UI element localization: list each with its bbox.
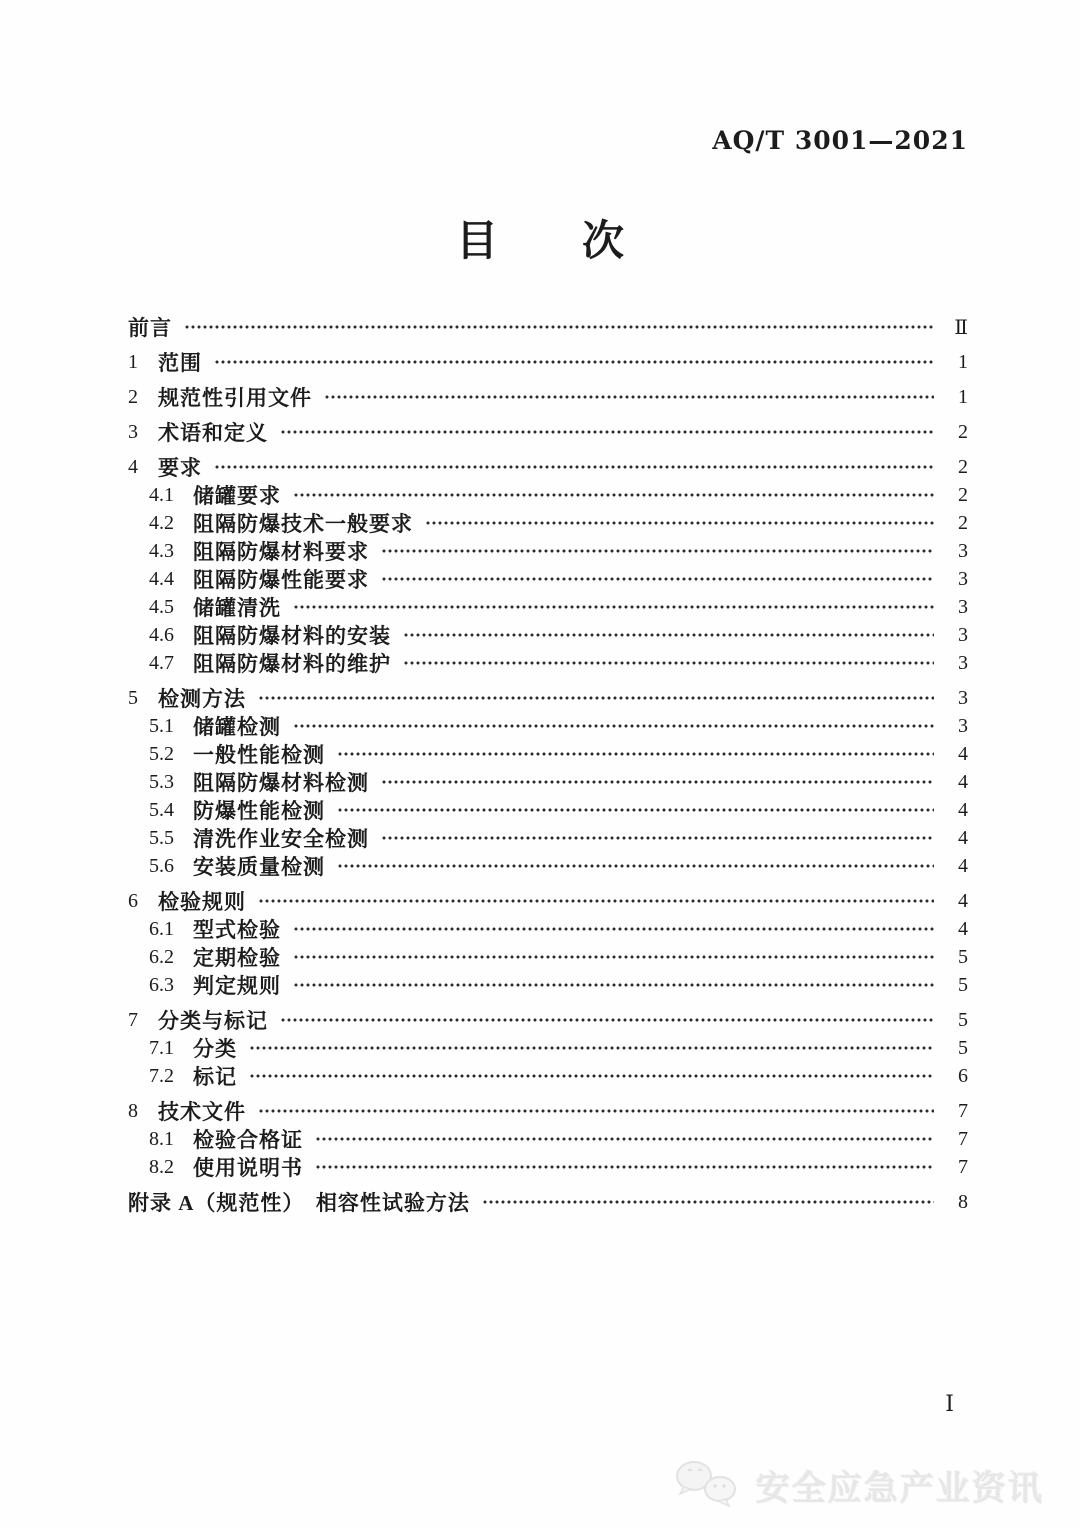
toc-row (128, 740, 968, 768)
toc-entry-page: 7 (958, 1127, 968, 1150)
toc-entry-label: 附录 A（规范性） 相容性试验方法 (128, 1191, 470, 1215)
dot-leader (425, 509, 934, 537)
toc-entry-page: 1 (958, 385, 968, 408)
toc-entry-page: 5 (958, 945, 968, 968)
toc-entry-page: 5 (958, 1036, 968, 1059)
toc-entry-label: 防爆性能检测 (193, 799, 325, 823)
toc-row (128, 348, 968, 376)
toc-row (128, 915, 968, 943)
toc-entry-number: 8.1 (149, 1127, 174, 1150)
toc-row (128, 824, 968, 852)
toc-row (128, 313, 968, 341)
toc-entry-number: 4.1 (149, 483, 174, 506)
toc-entry-page: 4 (958, 889, 968, 912)
dot-leader (249, 1034, 934, 1062)
toc-entry-number: 4.6 (149, 623, 174, 646)
toc-entry-page: 2 (958, 511, 968, 534)
page-title: 目 次 (455, 219, 624, 265)
wechat-logo-icon (670, 1458, 748, 1512)
toc-entry-label: 要求 (158, 456, 202, 480)
toc-entry-page: 8 (958, 1190, 968, 1213)
dot-leader (258, 887, 934, 915)
toc-entry-label: 定期检验 (193, 946, 281, 970)
toc-entry-number: 4.3 (149, 539, 174, 562)
toc-entry-page: 3 (958, 686, 968, 709)
toc-row (128, 481, 968, 509)
toc-entry-label: 判定规则 (193, 974, 281, 998)
toc-entry-number: 6 (128, 889, 138, 912)
toc-entry-label: 前言 (128, 316, 172, 340)
dot-leader (293, 943, 934, 971)
dot-leader (403, 621, 934, 649)
toc-entry-number: 7 (128, 1008, 138, 1031)
toc-row (128, 1125, 968, 1153)
toc-entry-number: 5.2 (149, 742, 174, 765)
toc-entry-page: 4 (958, 770, 968, 793)
dot-leader (337, 852, 934, 880)
toc-entry-page: 3 (958, 567, 968, 590)
toc-row (128, 453, 968, 481)
toc-entry-number: 1 (128, 350, 138, 373)
toc-entry-label: 阻隔防爆性能要求 (193, 568, 369, 592)
toc-entry-label: 一般性能检测 (193, 743, 325, 767)
toc-row (128, 943, 968, 971)
toc-entry-label: 安装质量检测 (193, 855, 325, 879)
toc-entry-page: Ⅱ (954, 316, 968, 339)
toc-entry-label: 检测方法 (158, 687, 246, 711)
toc-row (128, 621, 968, 649)
dot-leader (258, 1097, 934, 1125)
toc-entry-label: 规范性引用文件 (158, 386, 312, 410)
toc-entry-number: 5.3 (149, 770, 174, 793)
toc-entry-page: 6 (958, 1064, 968, 1087)
toc-entry-label: 储罐清洗 (193, 596, 281, 620)
toc-entry-label: 型式检验 (193, 918, 281, 942)
toc-row (128, 593, 968, 621)
toc-entry-label: 阻隔防爆材料的安装 (193, 624, 391, 648)
dot-leader (381, 565, 934, 593)
toc-entry-page: 5 (958, 1008, 968, 1031)
dot-leader (293, 971, 934, 999)
toc-entry-page: 4 (958, 854, 968, 877)
footer-page-number: Ⅰ (945, 1392, 954, 1417)
toc-row (128, 1062, 968, 1090)
toc-entry-label: 检验合格证 (193, 1128, 303, 1152)
toc-entry-label: 检验规则 (158, 890, 246, 914)
toc-row (128, 768, 968, 796)
dot-leader (324, 383, 934, 411)
toc-row (128, 418, 968, 446)
dot-leader (293, 593, 934, 621)
toc-entry-page: 7 (958, 1099, 968, 1122)
toc-row (128, 509, 968, 537)
toc-entry-label: 术语和定义 (158, 421, 268, 445)
toc-row (128, 684, 968, 712)
dot-leader (293, 481, 934, 509)
toc-entry-number: 6.2 (149, 945, 174, 968)
toc-entry-number: 7.2 (149, 1064, 174, 1087)
dot-leader (381, 537, 934, 565)
dot-leader (337, 740, 934, 768)
toc-row (128, 565, 968, 593)
dot-leader (280, 418, 934, 446)
toc-row (128, 537, 968, 565)
toc-entry-page: 3 (958, 595, 968, 618)
dot-leader (381, 768, 934, 796)
toc-row (128, 887, 968, 915)
toc-entry-page: 3 (958, 623, 968, 646)
toc-entry-page: 3 (958, 714, 968, 737)
toc-entry-number: 3 (128, 420, 138, 443)
toc-row (128, 852, 968, 880)
toc-row (128, 1188, 968, 1216)
toc-row (128, 1153, 968, 1181)
toc-entry-number: 5.6 (149, 854, 174, 877)
toc-entry-number: 8.2 (149, 1155, 174, 1178)
toc-entry-label: 清洗作业安全检测 (193, 827, 369, 851)
toc-entry-label: 分类 (193, 1037, 237, 1061)
toc-entry-page: 2 (958, 420, 968, 443)
toc-row (128, 796, 968, 824)
toc-entry-number: 4.4 (149, 567, 174, 590)
toc-row (128, 1006, 968, 1034)
toc-entry-number: 8 (128, 1099, 138, 1122)
toc-entry-number: 6.1 (149, 917, 174, 940)
toc-entry-page: 4 (958, 798, 968, 821)
toc-entry-page: 4 (958, 826, 968, 849)
dot-leader (381, 824, 934, 852)
toc-row (128, 1097, 968, 1125)
toc-entry-page: 2 (958, 455, 968, 478)
toc-row (128, 971, 968, 999)
toc-entry-label: 储罐要求 (193, 484, 281, 508)
toc-entry-page: 4 (958, 742, 968, 765)
toc-entry-label: 储罐检测 (193, 715, 281, 739)
toc-entry-label: 阻隔防爆材料的维护 (193, 652, 391, 676)
toc-entry-number: 5 (128, 686, 138, 709)
toc-entry-label: 范围 (158, 351, 202, 375)
toc-entry-number: 5.1 (149, 714, 174, 737)
toc-entry-number: 4.2 (149, 511, 174, 534)
dot-leader (280, 1006, 934, 1034)
toc-entry-number: 5.4 (149, 798, 174, 821)
dot-leader (482, 1188, 934, 1216)
standard-code: AQ/T 3001—2021 (712, 126, 968, 155)
toc-entry-label: 分类与标记 (158, 1009, 268, 1033)
toc-row (128, 649, 968, 677)
watermark-text: 安全应急产业资讯 (756, 1470, 1044, 1508)
toc-entry-page: 5 (958, 973, 968, 996)
watermark (670, 1458, 1044, 1512)
toc-entry-page: 2 (958, 483, 968, 506)
toc-row (128, 383, 968, 411)
dot-leader (249, 1062, 934, 1090)
toc-entry-number: 4.7 (149, 651, 174, 674)
toc-entry-number: 7.1 (149, 1036, 174, 1059)
toc-entry-page: 3 (958, 651, 968, 674)
dot-leader (258, 684, 934, 712)
toc-row (128, 712, 968, 740)
dot-leader (293, 712, 934, 740)
toc-entry-number: 5.5 (149, 826, 174, 849)
toc-entry-page: 3 (958, 539, 968, 562)
dot-leader (315, 1153, 934, 1181)
dot-leader (337, 796, 934, 824)
toc-entry-number: 2 (128, 385, 138, 408)
toc-entry-label: 阻隔防爆材料检测 (193, 771, 369, 795)
toc-entry-page: 7 (958, 1155, 968, 1178)
dot-leader (214, 453, 934, 481)
toc-entry-number: 4.5 (149, 595, 174, 618)
toc-list (128, 306, 968, 1216)
toc-entry-page: 1 (958, 350, 968, 373)
toc-entry-page: 4 (958, 917, 968, 940)
toc-entry-number: 6.3 (149, 973, 174, 996)
toc-entry-label: 使用说明书 (193, 1156, 303, 1180)
toc-entry-label: 阻隔防爆材料要求 (193, 540, 369, 564)
dot-leader (184, 313, 934, 341)
dot-leader (403, 649, 934, 677)
toc-entry-label: 技术文件 (158, 1100, 246, 1124)
toc-entry-label: 标记 (193, 1065, 237, 1089)
dot-leader (315, 1125, 934, 1153)
dot-leader (293, 915, 934, 943)
toc-row (128, 1034, 968, 1062)
dot-leader (214, 348, 934, 376)
toc-entry-number: 4 (128, 455, 138, 478)
toc-entry-label: 阻隔防爆技术一般要求 (193, 512, 413, 536)
